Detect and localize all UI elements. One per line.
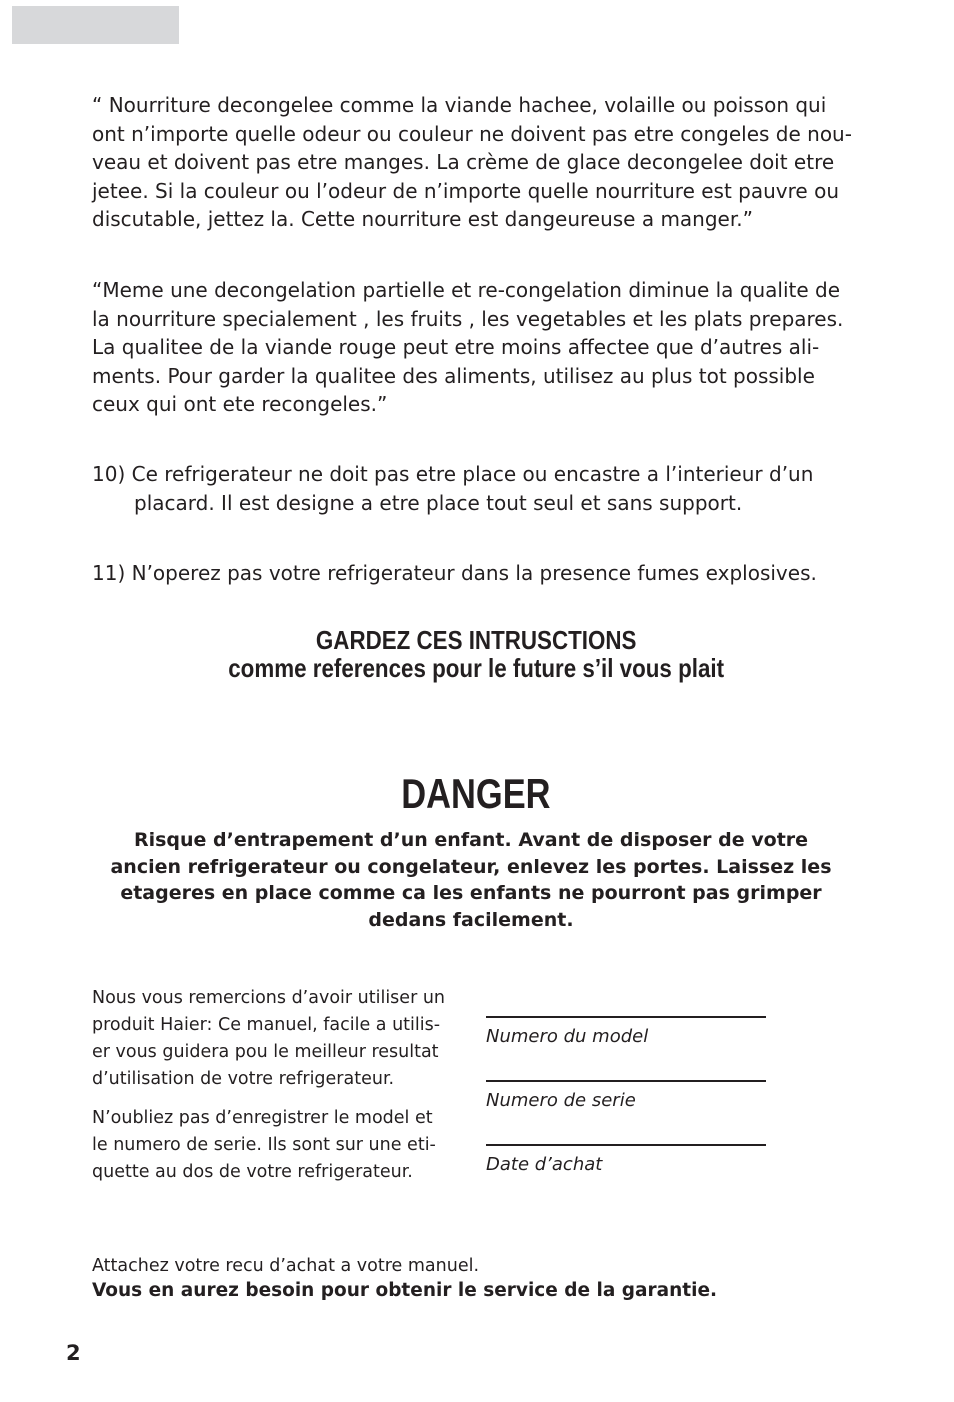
paragraph-line: “Meme une decongelation partielle et re-congelation diminue la qualite de xyxy=(92,278,841,302)
model-number-label: Numero du model xyxy=(486,1026,649,1047)
model-number-line xyxy=(486,1016,766,1018)
purchase-date-line xyxy=(486,1144,766,1146)
refreeze-quality-paragraph xyxy=(92,276,852,419)
danger-line: ancien refrigerateur ou congelateur, enlevez les portes. Laissez les xyxy=(110,855,832,878)
reminder-line: N’oubliez pas d’enregistrer le model et xyxy=(92,1108,433,1128)
instruction-item-11 xyxy=(92,559,852,588)
food-thaw-paragraph xyxy=(92,91,852,234)
receipt-note: Attachez votre recu d’achat a votre manuel. xyxy=(92,1256,480,1276)
reminder-line: quette au dos de votre refrigerateur. xyxy=(92,1162,413,1182)
serial-number-label: Numero de serie xyxy=(486,1090,636,1111)
instruction-item-10 xyxy=(92,460,852,517)
danger-title: DANGER xyxy=(401,770,551,817)
paragraph-line: “ Nourriture decongelee comme la viande hachee, volaille ou poisson qui xyxy=(92,93,827,117)
paragraph-line: discutable, jettez la. Cette nourriture est dangeureuse a manger.” xyxy=(92,207,753,231)
purchase-date-label: Date d’achat xyxy=(486,1154,603,1175)
thanks-line: er vous guidera pou le meilleur resultat xyxy=(92,1042,439,1062)
keep-heading-line: GARDEZ CES INTRUSCTIONS xyxy=(315,625,637,655)
danger-line: etageres en place comme ca les enfants ne pourront pas grimper xyxy=(120,882,822,904)
instruction-line: 10) Ce refrigerateur ne doit pas etre place ou encastre a l’interieur d’un xyxy=(92,462,814,486)
warranty-note: Vous en aurez besoin pour obtenir le service de la garantie. xyxy=(92,1280,718,1301)
danger-warning-text xyxy=(92,827,850,933)
register-reminder-paragraph xyxy=(92,1105,462,1186)
reminder-line: le numero de serie. Ils sont sur une eti- xyxy=(92,1135,436,1155)
page-number: 2 xyxy=(66,1341,81,1365)
paragraph-line: ments. Pour garder la qualitee des aliments, utilisez au plus tot possible xyxy=(92,363,815,388)
instruction-line: 11) N’operez pas votre refrigerateur dans la presence fumes explosives. xyxy=(92,561,817,585)
paragraph-line: la nourriture specialement , les fruits , les vegetables et les plats prepares. xyxy=(92,306,844,331)
paragraph-line: La qualitee de la viande rouge peut etre moins affectee que d’autres ali- xyxy=(92,335,820,359)
thanks-line: d’utilisation de votre refrigerateur. xyxy=(92,1069,395,1089)
keep-heading-line: comme references pour le future s’il vous plait xyxy=(228,653,725,683)
thank-you-paragraph xyxy=(92,985,462,1093)
page-corner-tab xyxy=(12,6,179,44)
paragraph-line: jetee. Si la couleur ou l’odeur de n’importe quelle nourriture est pauvre ou xyxy=(92,178,839,203)
thanks-line: Nous vous remercions d’avoir utiliser un xyxy=(92,988,446,1008)
danger-line: Risque d’entrapement d’un enfant. Avant de disposer de votre xyxy=(133,829,809,851)
serial-number-line xyxy=(486,1080,766,1082)
keep-instructions-heading xyxy=(66,626,886,682)
paragraph-line: veau et doivent pas etre manges. La crème de glace decongelee doit etre xyxy=(92,150,835,174)
thanks-line: produit Haier: Ce manuel, facile a utilis- xyxy=(92,1015,441,1035)
danger-line: dedans facilement. xyxy=(368,908,574,931)
paragraph-line: ceux qui ont ete recongeles.” xyxy=(92,392,388,416)
instruction-line: placard. Il est designe a etre place tout seul et sans support. xyxy=(134,490,743,515)
paragraph-line: ont n’importe quelle odeur ou couleur ne doivent pas etre congeles de nou- xyxy=(92,121,852,146)
